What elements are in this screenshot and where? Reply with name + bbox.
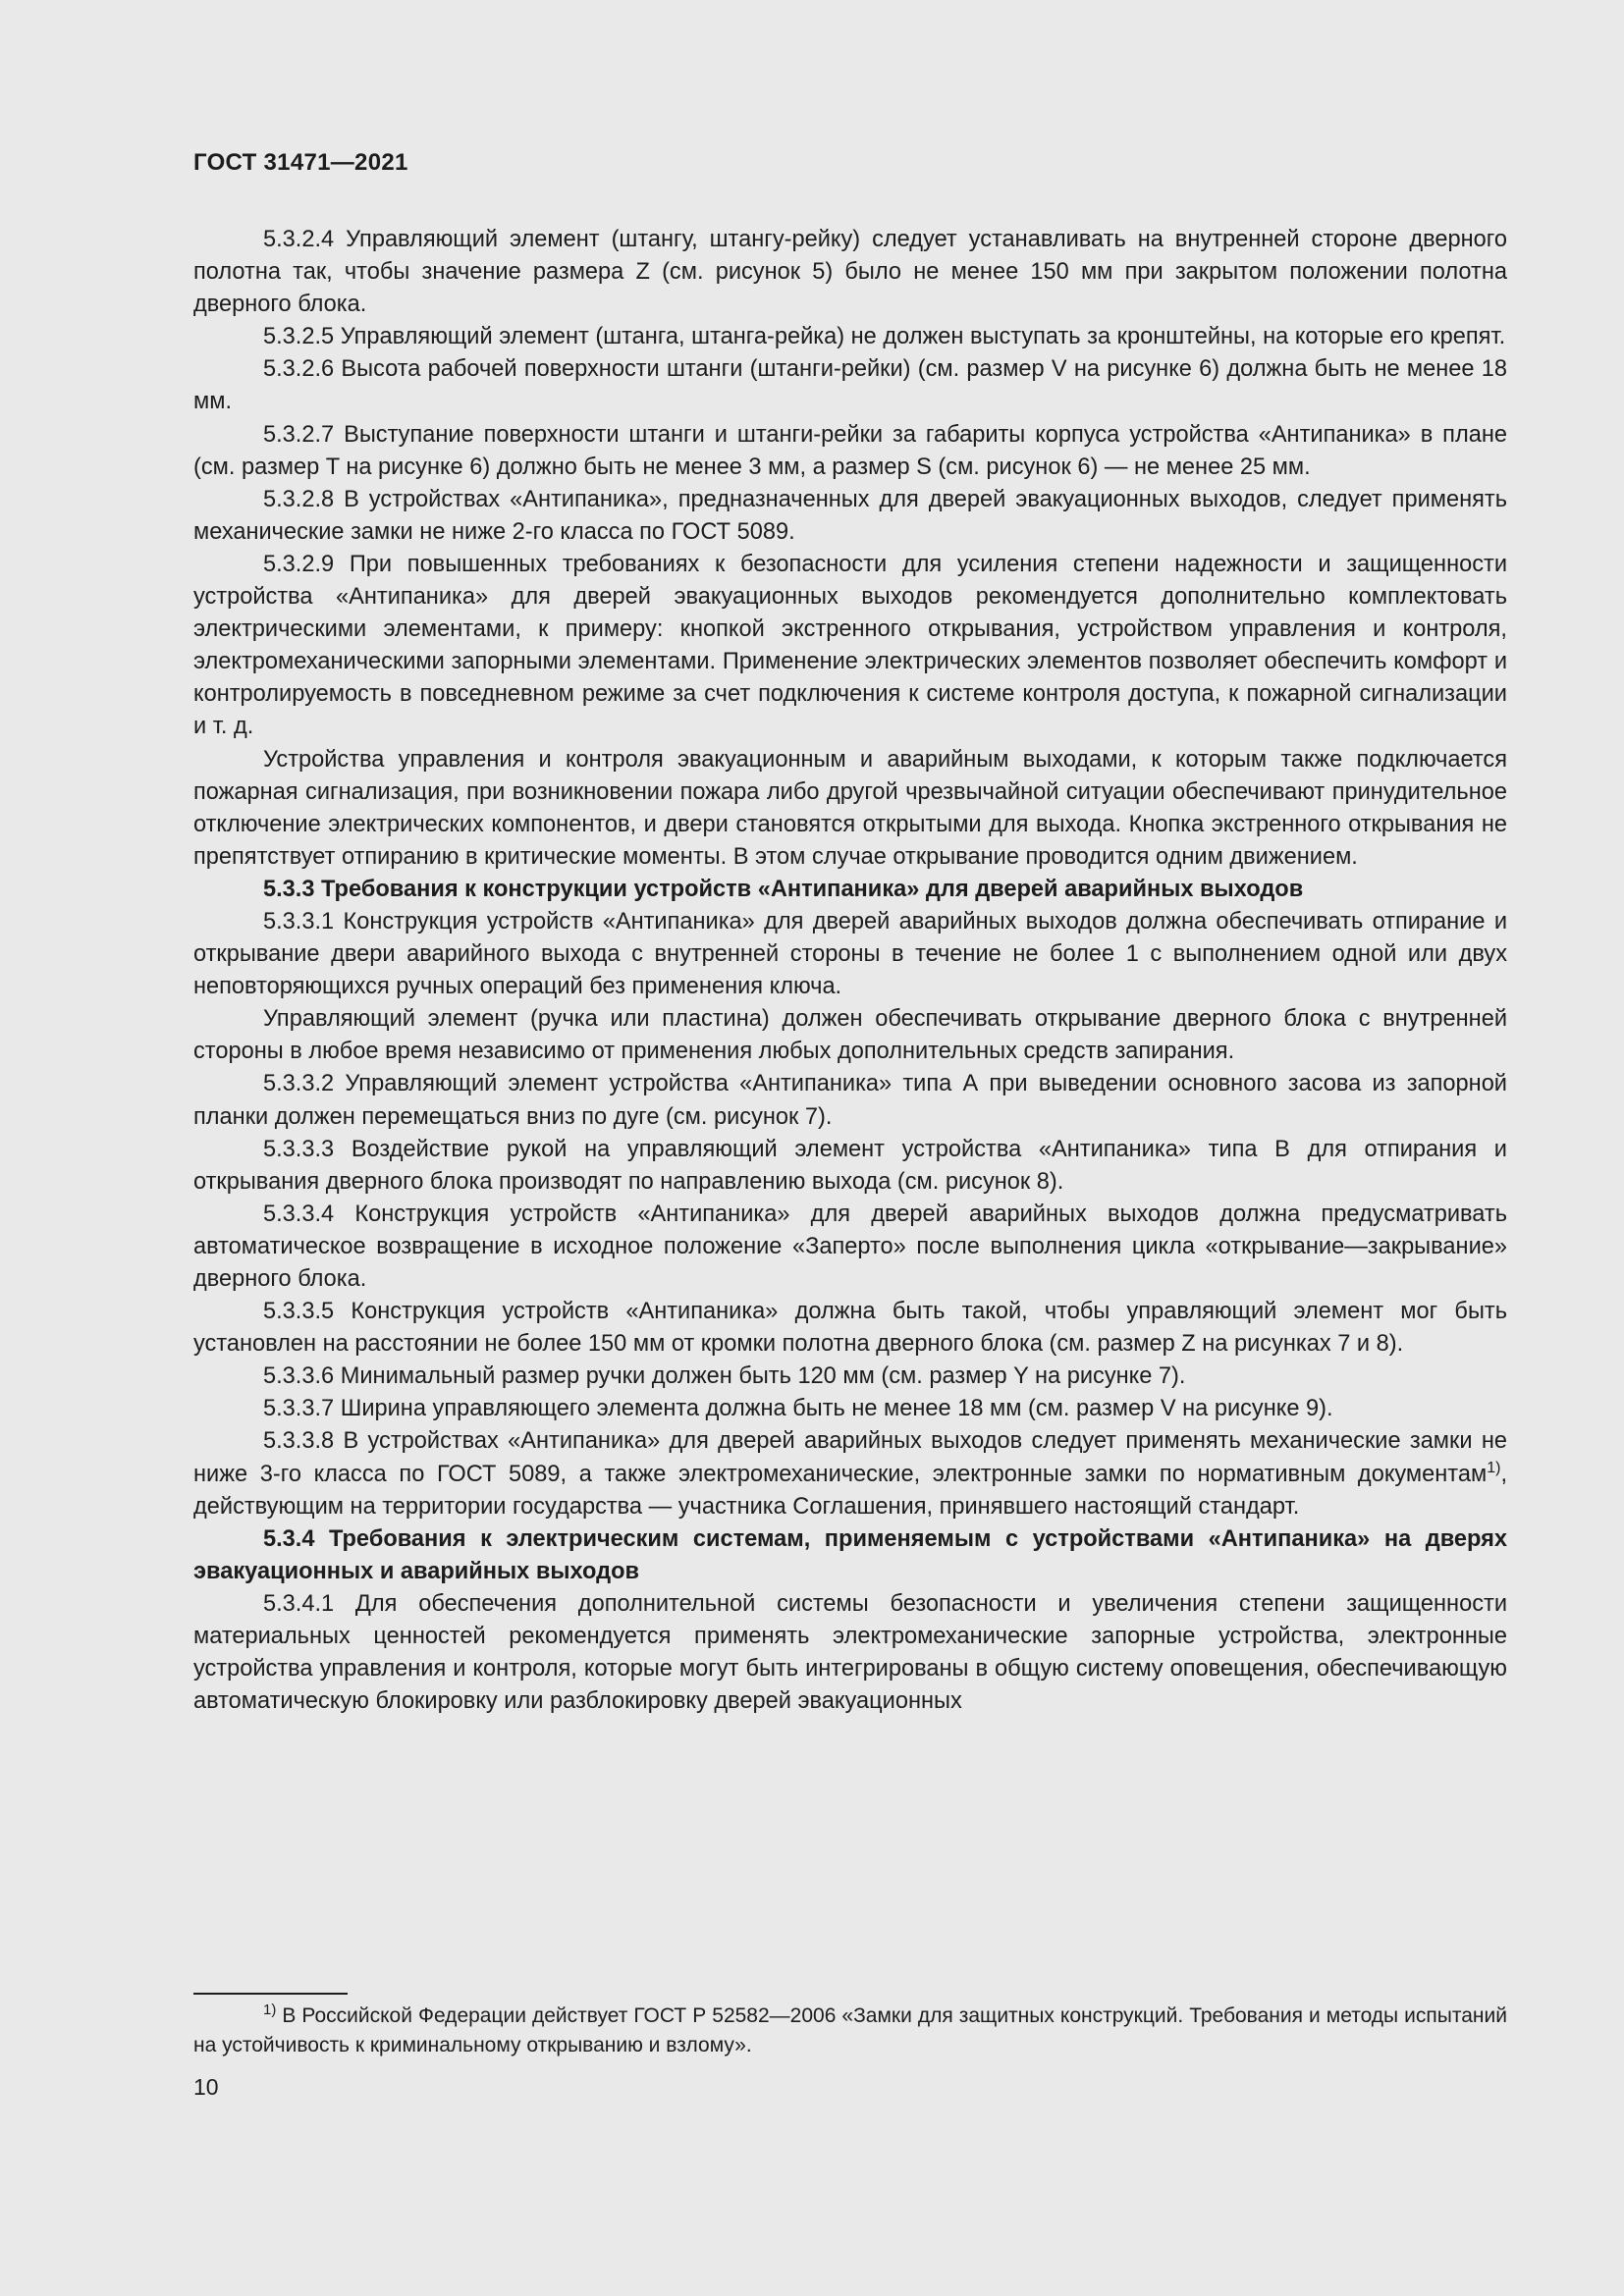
paragraph-5-3-3-7: 5.3.3.7 Ширина управляющего элемента должна быть не менее 18 мм (см. размер V на рисунке 9). [263, 1396, 1333, 1422]
paragraph-5-3-3-6: 5.3.3.6 Минимальный размер ручки должен быть 120 мм (см. размер Y на рисунке 7). [263, 1363, 1186, 1390]
paragraph-5-3-2-7: 5.3.2.7 Выступание поверхности штанги и штанги-рейки за габариты корпуса устройства «Антипаника» в плане (см. размер T на рисунке 6) должно быть не менее 3 мм, а размер S (см. рисунок 6) — не менее 25 мм. [193, 421, 1507, 480]
paragraph-5-3-3-8-text: 5.3.3.8 В устройствах «Антипаника» для дверей аварийных выходов следует применять механические замки не ниже 3-го класса по ГОСТ 5089, а также электромеханические, электронные замки по нормативным документам [193, 1428, 1507, 1487]
paragraph-5-3-4-1: 5.3.4.1 Для обеспечения дополнительной системы безопасности и увеличения степени защищенности материальных ценностей рекомендуется применять электромеханические запорные устройства, электронные устройства управления и контроля, которые могут быть интегрированы в общую систему оповещения, обеспечивающую автоматическую блокировку или разблокировку дверей эвакуационных [193, 1590, 1507, 1715]
paragraph-5-3-3-1-continued: Управляющий элемент (ручка или пластина) должен обеспечивать открывание дверного блока с внутренней стороны в любое время независимо от применения любых дополнительных средств запирания. [193, 1006, 1507, 1065]
footnote-marker: 1) [263, 2002, 277, 2018]
body-text [193, 224, 1507, 1718]
paragraph-5-3-2-9-continued: Устройства управления и контроля эвакуационным и аварийным выходами, к которым также подключается пожарная сигнализация, при возникновении пожара либо другой чрезвычайной ситуации обеспечивают принудительное отключение электрических компонентов, и двери становятся открытыми для выхода. Кнопка экстренного открывания не препятствует отпиранию в критические моменты. В этом случае открывание проводится одним движением. [193, 746, 1507, 870]
footnote-text: В Российской Федерации действует ГОСТ Р 52582—2006 «Замки для защитных конструкций. Требования и методы испытаний на устойчивость к криминальному открыванию и взлому». [193, 2004, 1507, 2056]
paragraph-5-3-3-8 [193, 1425, 1507, 1522]
standard-header: ГОСТ 31471—2021 [193, 149, 408, 176]
paragraph-5-3-2-9: 5.3.2.9 При повышенных требованиях к безопасности для усиления степени надежности и защищенности устройства «Антипаника» для дверей эвакуационных выходов рекомендуется дополнительно комплектовать электрическими элементами, к примеру: кнопкой экстренного открывания, устройством управления и контроля, электромеханическими запорными элементами. Применение электрических элементов позволяет обеспечить комфорт и контролируемость в повседневном режиме за счет подключения к системе контроля доступа, к пожарной сигнализации и т. д. [193, 551, 1507, 740]
paragraph-5-3-2-4: 5.3.2.4 Управляющий элемент (штангу, штангу-рейку) следует устанавливать на внутренней стороне дверного полотна так, чтобы значение размера Z (см. рисунок 5) было не менее 150 мм при закрытом положении полотна дверного блока. [193, 227, 1507, 318]
paragraph-5-3-3-5: 5.3.3.5 Конструкция устройств «Антипаника» должна быть такой, чтобы управляющий элемент мог быть установлен на расстоянии не более 150 мм от кромки полотна дверного блока (см. размер Z на рисунках 7 и 8). [193, 1299, 1507, 1358]
paragraph-5-3-3-3: 5.3.3.3 Воздействие рукой на управляющий элемент устройства «Антипаника» типа В для отпирания и открывания дверного блока производят по направлению выхода (см. рисунок 8). [193, 1136, 1507, 1195]
footnote-separator [193, 1993, 348, 1995]
footnote [193, 2002, 1507, 2060]
paragraph-5-3-3-2: 5.3.3.2 Управляющий элемент устройства «Антипаника» типа А при выведении основного засова из запорной планки должен перемещаться вниз по дуге (см. рисунок 7). [193, 1071, 1507, 1130]
paragraph-5-3-3-8-text-end: , действующим на территории государства — участника Соглашения, принявшего настоящий стандарт. [193, 1461, 1507, 1520]
paragraph-5-3-2-6: 5.3.2.6 Высота рабочей поверхности штанги (штанги-рейки) (см. размер V на рисунке 6) должна быть не менее 18 мм. [193, 356, 1507, 415]
paragraph-5-3-3-1: 5.3.3.1 Конструкция устройств «Антипаника» для дверей аварийных выходов должна обеспечивать отпирание и открывание двери аварийного выхода с внутренней стороны в течение не более 1 с выполнением одной или двух неповторяющихся ручных операций без применения ключа. [193, 908, 1507, 1000]
paragraph-5-3-3-4: 5.3.3.4 Конструкция устройств «Антипаника» для дверей аварийных выходов должна предусматривать автоматическое возвращение в исходное положение «Заперто» после выполнения цикла «открывание—закрывание» дверного блока. [193, 1201, 1507, 1292]
page-number: 10 [193, 2074, 219, 2100]
paragraph-5-3-2-8: 5.3.2.8 В устройствах «Антипаника», предназначенных для дверей эвакуационных выходов, следует применять механические замки не ниже 2-го класса по ГОСТ 5089. [193, 486, 1507, 545]
section-heading-5-3-3: 5.3.3 Требования к конструкции устройств «Антипаника» для дверей аварийных выходов [263, 876, 1304, 902]
section-heading-5-3-4: 5.3.4 Требования к электрическим системам, применяемым с устройствами «Антипаника» на дверях эвакуационных и аварийных выходов [193, 1525, 1507, 1584]
footnote-reference[interactable]: 1) [1487, 1459, 1501, 1476]
paragraph-5-3-2-5: 5.3.2.5 Управляющий элемент (штанга, штанга-рейка) не должен выступать за кронштейны, на которые его крепят. [263, 324, 1506, 350]
